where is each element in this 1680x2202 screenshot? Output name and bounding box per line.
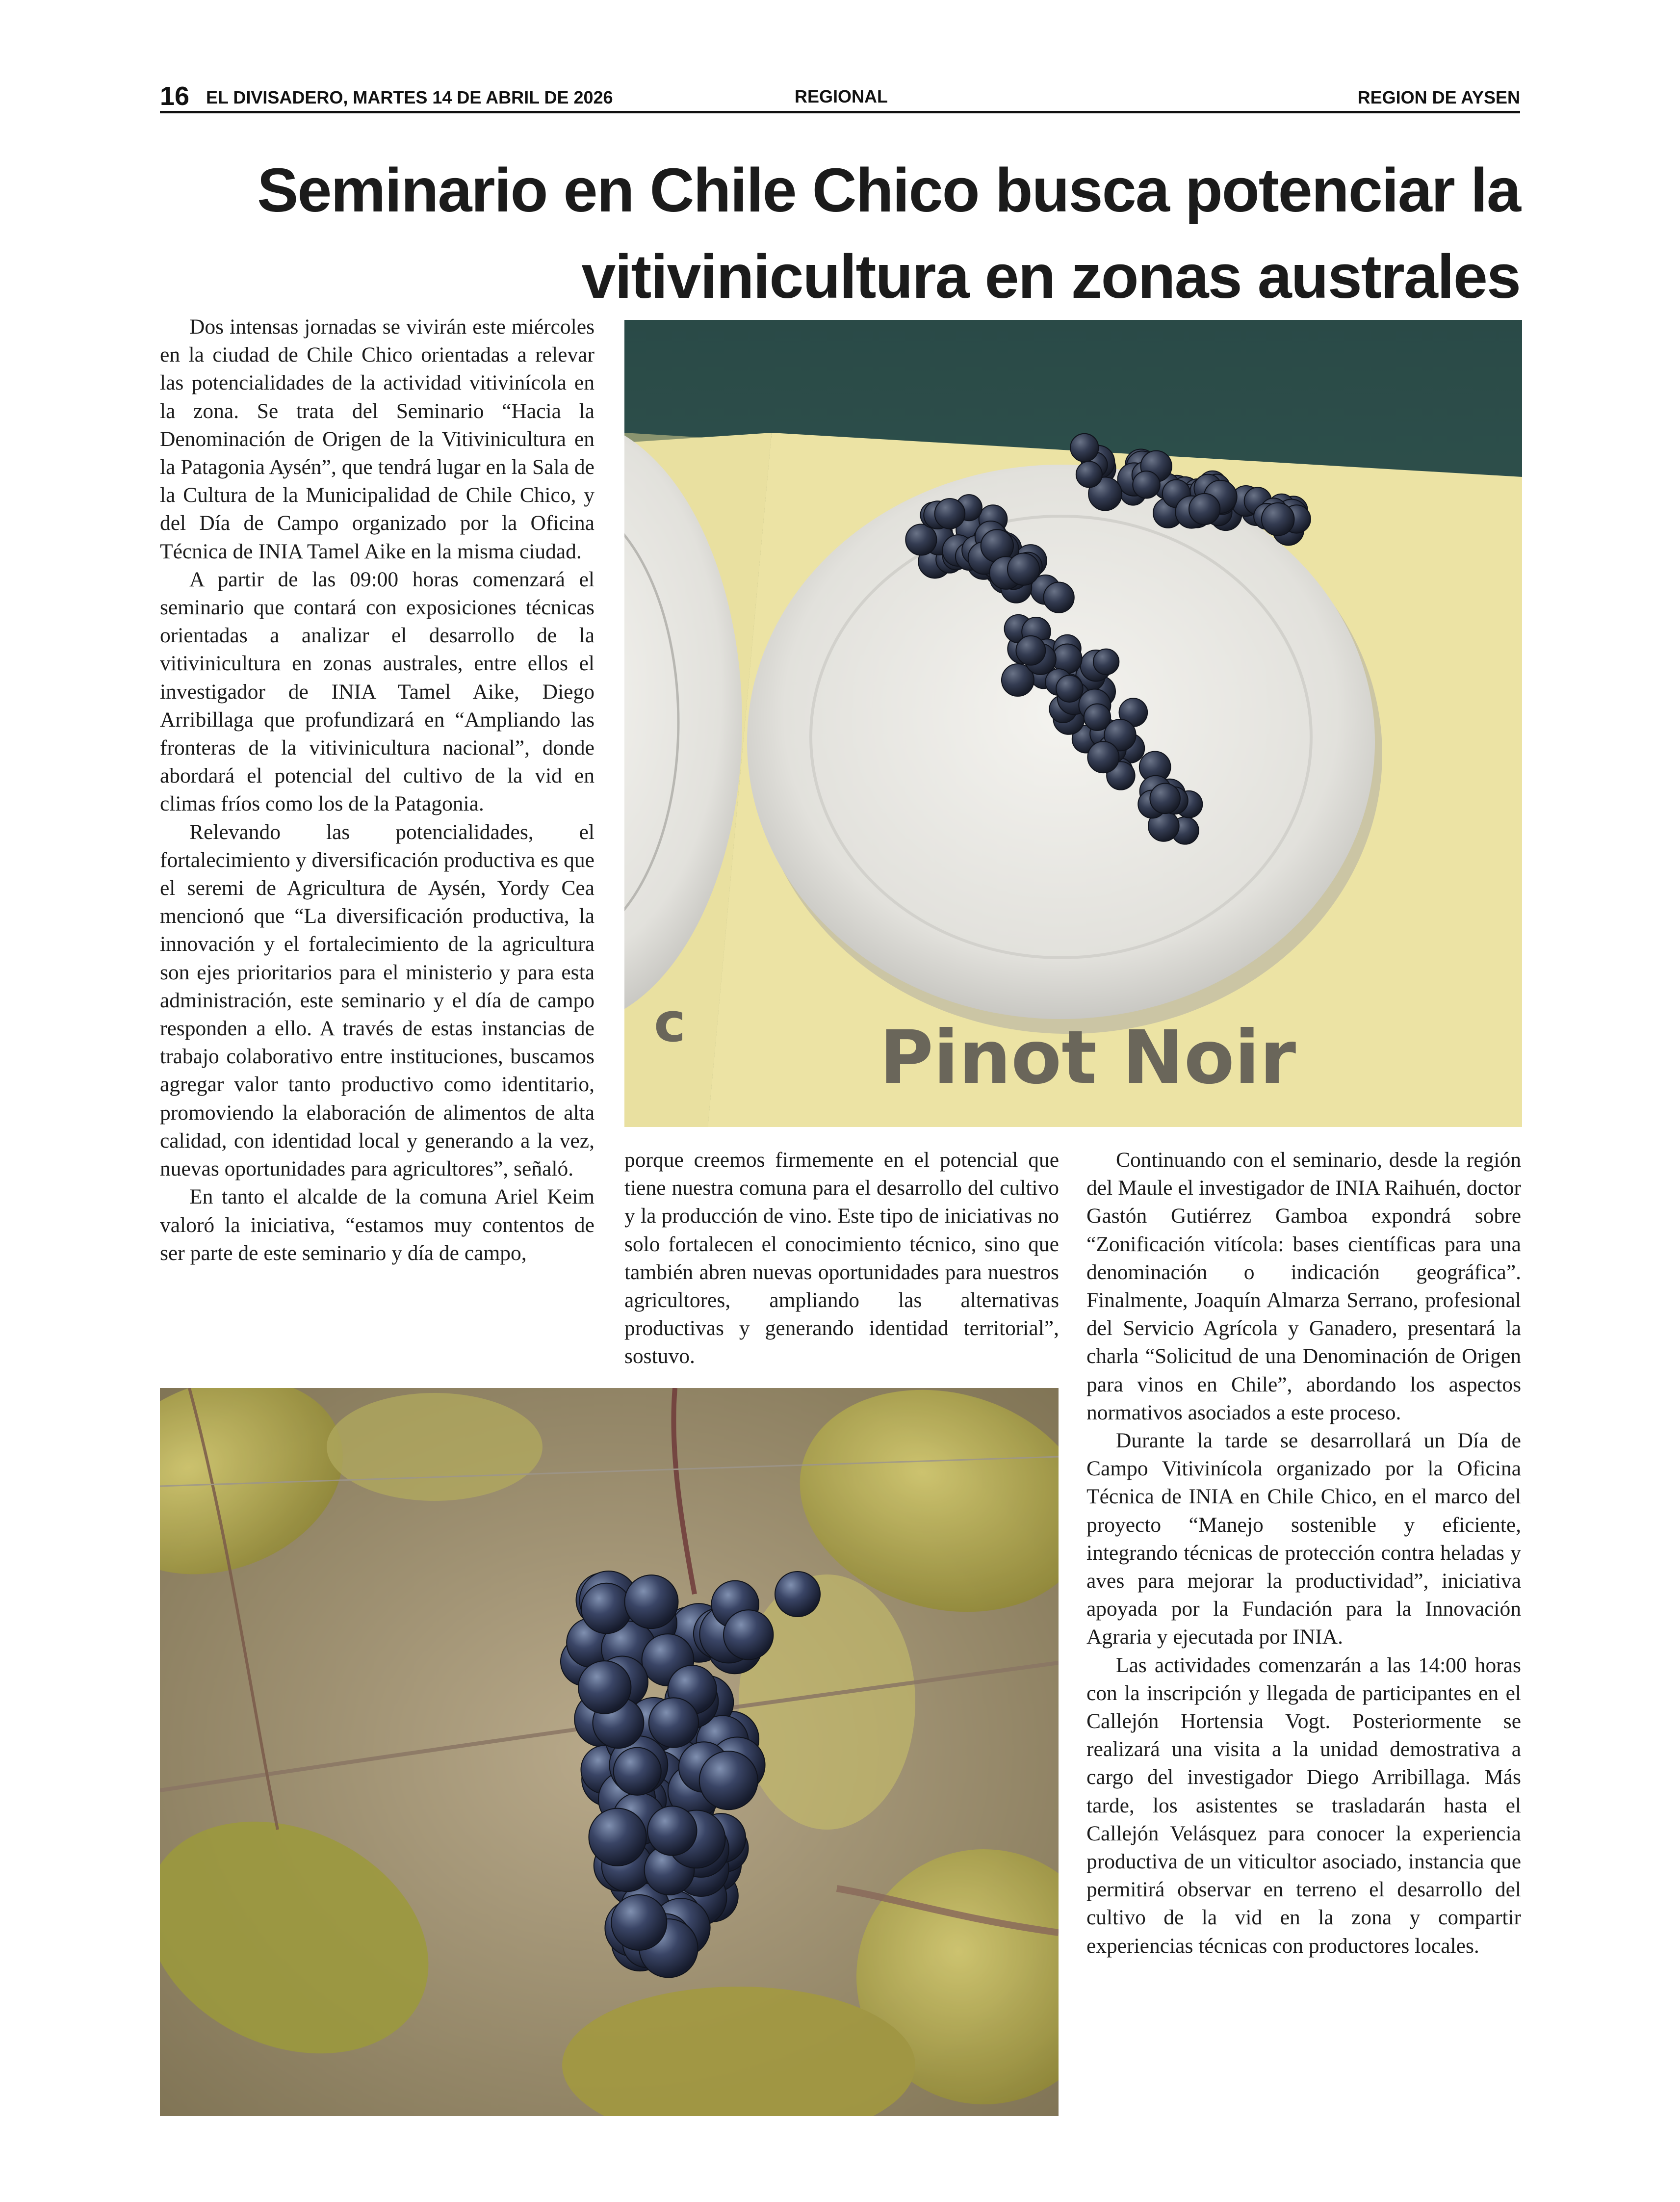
grape-berry	[647, 1806, 697, 1855]
grape-berry	[649, 1698, 698, 1747]
grape-berry	[589, 1809, 646, 1866]
grape-berry	[578, 1661, 631, 1713]
section-label: REGIONAL	[795, 86, 888, 106]
paragraph: A partir de las 09:00 horas comenzará el seminario que contará con exposiciones técnicas orientadas a analizar el desarrollo de la vitivinicultura en zonas australes, entre ellos el investigador de INIA Tamel Aike, Diego Arribillaga que profundizará en “Ampliando las fronteras de la vitivinicultura nacional”, donde abordará el potencial del cultivo de la vid en climas fríos como los de la Patagonia.	[160, 567, 594, 816]
publication-date: EL DIVISADERO, MARTES 14 DE ABRIL DE 2026	[206, 87, 613, 107]
paragraph: Dos intensas jornadas se vivirán este miércoles en la ciudad de Chile Chico orientadas a relevar las potencialidades de la actividad vitivinícola en la zona. Se trata del Seminario “Hacia la Denominación de Origen de la Vitivinicultura en la Patagonia Aysén”, que tendrá lugar en la Sala de la Cultura de la Municipalidad de Chile Chico, y del Día de Campo organizado por la Oficina Técnica de INIA Tamel Aike en la misma ciudad.	[160, 315, 594, 563]
grape-berry	[1093, 649, 1119, 675]
paragraph: porque creemos firmemente en el potencial que tiene nuestra comuna para el desarrollo del cultivo y la producción de vino. Este tipo de iniciativas no solo fortalecen el conocimiento técnico, sino que también abren nuevas oportunidades para nuestros agricultores, ampliando las alternativas productivas y generando identidad territorial”, sostuvo.	[624, 1148, 1059, 1368]
pinot-noir-label: Pinot Noir	[879, 1015, 1296, 1101]
paragraph: En tanto el alcalde de la comuna Ariel Keim valoró la iniciativa, “estamos muy contentos de ser parte de este seminario y día de campo,	[160, 1185, 594, 1265]
paragraph: Durante la tarde se desarrollará un Día de Campo Vitivinícola organizado por la Oficina Técnica de INIA en Chile Chico, en el marco del proyecto “Manejo sostenible y eficiente, integrando técnicas de protección contra heladas y aves para mejorar la productividad”, iniciativa apoyada por la Fundación para la Innovación Agraria y ejecutada por INIA.	[1086, 1429, 1521, 1649]
grape-berry	[1008, 553, 1039, 585]
grape-berry	[1084, 704, 1111, 730]
grape-berry	[1016, 636, 1045, 665]
grape-berry	[581, 1583, 632, 1634]
paragraph: Las actividades comenzarán a las 14:00 horas con la inscripción y llegada de participantes en el Callejón Hortensia Vogt. Posteriormente se realizará una visita a la unidad demostrativa a cargo del investigador Diego Arribillaga. Más tarde, los asistentes se trasladarán hasta el Callejón Velásquez para conocer la experiencia productiva de un viticultor asociado, instancia que permitirá observar en terreno el desarrollo del cultivo de la vid en la zona y compartir experiencias técnicas con productores locales.	[1086, 1653, 1521, 1958]
paragraph: Continuando con el seminario, desde la región del Maule el investigador de INIA Raihuén, doctor Gastón Gutiérrez Gamboa expondrá sobre “Zonificación vitícola: bases científicas para una denominación o indicación geográfica”. Finalmente, Joaquín Almarza Serrano, profesional del Servicio Agrícola y Ganadero, presentará la charla “Solicitud de una Denominación de Origen para vinos en Chile”, abordando los aspectos normativos asociados a este proceso.	[1086, 1148, 1521, 1424]
headline: Seminario en Chile Chico busca potenciar la vitivinicultura en zonas australes	[257, 156, 1520, 311]
grape-berry	[775, 1572, 820, 1617]
white-plate	[747, 465, 1375, 1019]
grape-berry	[699, 1751, 758, 1809]
grape-berry	[1044, 582, 1074, 613]
partial-label: c	[654, 991, 686, 1054]
article-column-1	[160, 313, 594, 1267]
grape-berry	[905, 524, 936, 555]
grape-berry	[1150, 784, 1180, 814]
grape-berry	[614, 1748, 661, 1795]
grape-berry	[624, 1575, 678, 1628]
grape-berry	[1189, 494, 1220, 524]
grape-berry	[1056, 675, 1083, 702]
grape-berry	[1262, 503, 1294, 536]
grape-berry	[1076, 461, 1102, 487]
grape-berry	[611, 1895, 667, 1950]
grape-berry	[1070, 434, 1098, 462]
pinot-noir-plate-photo	[624, 320, 1522, 1127]
paragraph: Relevando las potencialidades, el fortalecimiento y diversificación productiva es que el seremi de Agricultura de Aysén, Yordy Cea mencionó que “La diversificación productiva, la innovación y el fortalecimiento de la agricultura son ejes prioritarios para el ministerio y para esta administración, este seminario y el día de campo responden a ello. A través de estas instancias de trabajo colaborativo entre instituciones, buscamos agregar valor tanto productivo como identitario, promoviendo la elaboración de alimentos de alta calidad, con identidad local y generando a la vez, nuevas oportunidades para agricultores”, señaló.	[160, 820, 594, 1181]
region-label: REGION DE AYSEN	[1357, 87, 1520, 107]
grape-berry	[935, 498, 965, 529]
header-rule	[160, 111, 1520, 113]
page-number: 16	[160, 81, 190, 111]
article-column-2	[624, 1146, 1059, 1371]
article-column-3	[1086, 1146, 1521, 1960]
grape-berry	[1133, 471, 1160, 498]
grape-berry	[1087, 741, 1119, 773]
grape-berry	[724, 1610, 773, 1659]
vine-grape-photo	[160, 1388, 1059, 2116]
